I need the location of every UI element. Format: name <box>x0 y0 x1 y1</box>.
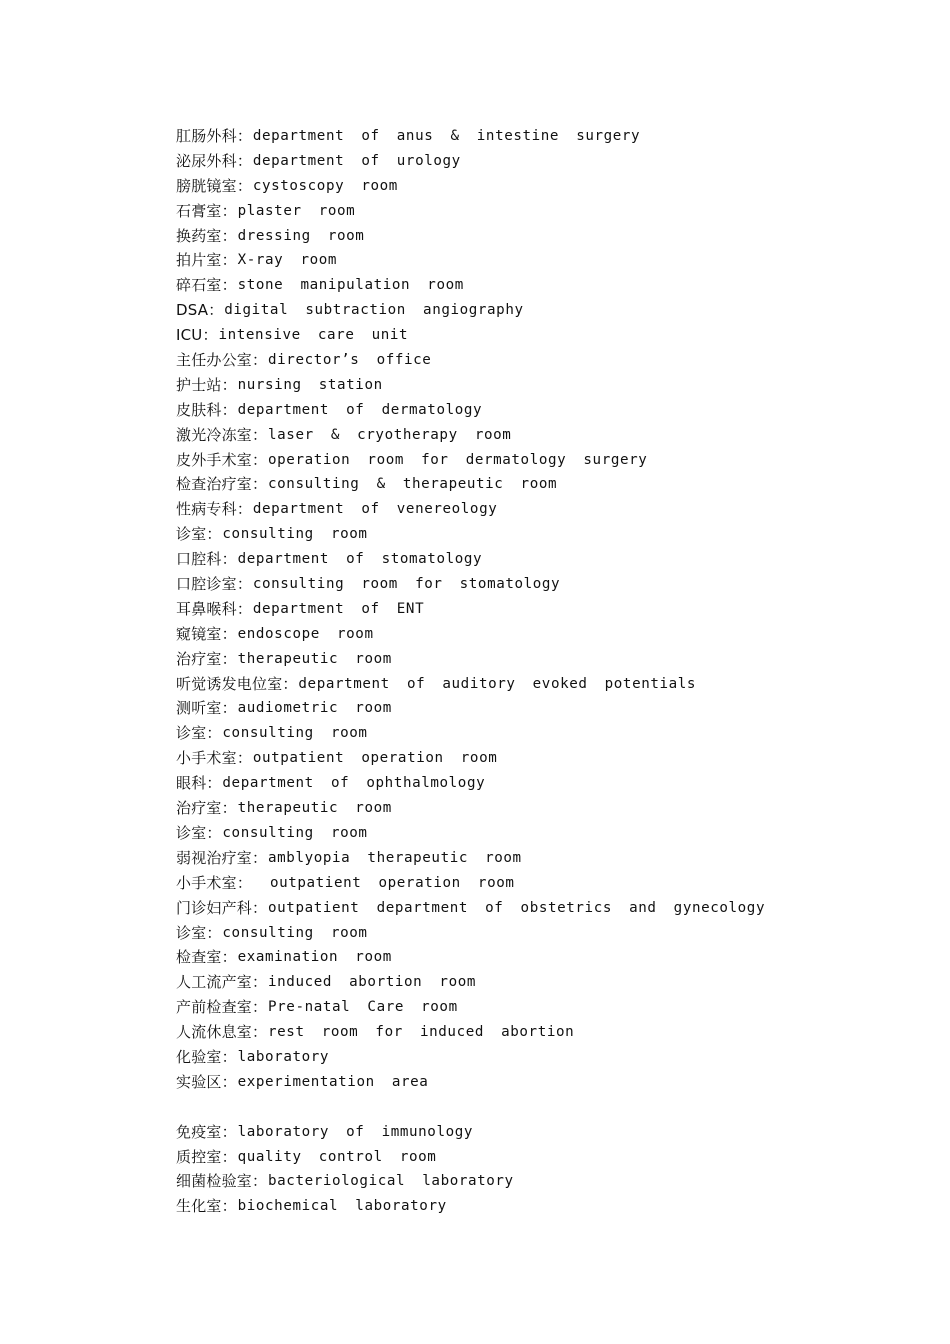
term-separator: ： <box>206 823 222 842</box>
term-english: department of auditory evoked potentials <box>298 675 697 692</box>
term-chinese: 口腔科 <box>176 550 222 569</box>
term-chinese: 检查室 <box>176 948 222 967</box>
glossary-entry <box>176 1194 916 1219</box>
glossary-entry <box>176 174 916 199</box>
term-english: quality control room <box>237 1148 437 1165</box>
term-chinese: 人流休息室 <box>176 1023 253 1042</box>
term-english: consulting room <box>222 526 368 543</box>
term-separator: ： <box>236 176 252 195</box>
term-english: consulting & therapeutic room <box>268 476 558 493</box>
term-chinese: 实验区 <box>176 1072 222 1091</box>
term-english: consulting room for stomatology <box>252 576 561 593</box>
term-english: endoscope room <box>237 625 374 642</box>
term-english: department of urology <box>252 152 461 169</box>
term-english: director’s office <box>268 352 432 369</box>
term-separator: ： <box>206 525 222 544</box>
glossary-entry <box>176 1070 916 1095</box>
term-chinese: 免疫室 <box>176 1122 222 1141</box>
glossary-entry <box>176 1169 916 1194</box>
term-separator: ： <box>236 873 252 892</box>
term-chinese: 皮肤科 <box>176 400 222 419</box>
term-english: amblyopia therapeutic room <box>268 849 522 866</box>
glossary-entry <box>176 423 916 448</box>
term-separator: ： <box>236 599 252 618</box>
term-english: department of stomatology <box>237 551 483 568</box>
glossary-entry <box>176 522 916 547</box>
glossary-entry <box>176 373 916 398</box>
glossary-entry <box>176 970 916 995</box>
term-english: plaster room <box>237 202 356 219</box>
term-chinese: 口腔诊室 <box>176 575 237 594</box>
term-chinese: 生化室 <box>176 1197 222 1216</box>
term-english: audiometric room <box>237 700 392 717</box>
term-english: department of venereology <box>252 501 498 518</box>
term-separator: ： <box>236 151 252 170</box>
term-separator: ： <box>221 226 237 245</box>
term-chinese: 检查治疗室 <box>176 475 253 494</box>
glossary-entry <box>176 672 916 697</box>
glossary-entry <box>176 273 916 298</box>
glossary-entry <box>176 945 916 970</box>
term-separator: ： <box>252 998 268 1017</box>
term-separator: ： <box>252 898 268 917</box>
term-chinese: 产前检查室 <box>176 998 253 1017</box>
term-chinese: 小手术室 <box>176 749 237 768</box>
term-separator: ： <box>221 1147 237 1166</box>
term-english: digital subtraction angiography <box>224 302 524 319</box>
term-chinese: 换药室 <box>176 226 222 245</box>
term-separator: ： <box>236 575 252 594</box>
term-separator: ： <box>236 500 252 519</box>
term-english: department of dermatology <box>237 401 483 418</box>
glossary-entry <box>176 647 916 672</box>
term-english: experimentation area <box>237 1073 429 1090</box>
term-english: rest room for induced abortion <box>268 1024 575 1041</box>
term-english: operation room for dermatology surgery <box>268 451 648 468</box>
term-separator: ： <box>221 948 237 967</box>
term-english: dressing room <box>237 227 365 244</box>
term-chinese: 碎石室 <box>176 276 222 295</box>
term-separator: ： <box>236 749 252 768</box>
term-chinese: 泌尿外科 <box>176 151 237 170</box>
glossary-entry <box>176 497 916 522</box>
term-english: outpatient operation room <box>252 874 515 891</box>
term-separator: ： <box>206 774 222 793</box>
term-separator: ： <box>252 1172 268 1191</box>
term-separator: ： <box>221 1122 237 1141</box>
term-english: outpatient department of obstetrics and gynecology <box>268 899 766 916</box>
term-chinese: 诊室 <box>176 823 207 842</box>
glossary-entry <box>176 547 916 572</box>
term-chinese: 细菌检验室 <box>176 1172 253 1191</box>
term-separator: ： <box>236 127 252 145</box>
term-separator: ： <box>206 724 222 743</box>
term-english: X-ray room <box>237 252 338 269</box>
term-english: intensive care unit <box>218 327 409 344</box>
term-separator: ： <box>221 251 237 270</box>
term-chinese: 诊室 <box>176 923 207 942</box>
term-separator: ： <box>252 475 268 494</box>
term-chinese: 测听室 <box>176 699 222 718</box>
blank-line <box>176 1095 916 1120</box>
term-english: nursing station <box>237 376 383 393</box>
term-chinese: 质控室 <box>176 1147 222 1166</box>
term-english: outpatient operation room <box>252 750 498 767</box>
glossary-entry <box>176 149 916 174</box>
glossary-entry <box>176 448 916 473</box>
term-chinese: 膀胱镜室 <box>176 176 237 195</box>
glossary-entry <box>176 896 916 921</box>
glossary-page <box>176 124 916 1219</box>
glossary-entry <box>176 224 916 249</box>
term-chinese: 窥镜室 <box>176 624 222 643</box>
term-english: department of anus & intestine surgery <box>252 128 641 144</box>
term-chinese: 治疗室 <box>176 799 222 818</box>
glossary-entry <box>176 124 916 149</box>
term-chinese: 门诊妇产科 <box>176 898 253 917</box>
term-separator: ： <box>252 450 268 469</box>
term-chinese: 听觉诱发电位室 <box>176 674 283 693</box>
term-chinese: 肛肠外科 <box>176 127 237 145</box>
glossary-entry <box>176 472 916 497</box>
term-separator: ： <box>208 301 224 320</box>
term-chinese: 诊室 <box>176 525 207 544</box>
term-english: biochemical laboratory <box>237 1198 447 1215</box>
glossary-entry <box>176 1145 916 1170</box>
glossary-entry <box>176 597 916 622</box>
term-chinese: ICU <box>176 326 203 345</box>
glossary-entry <box>176 1020 916 1045</box>
term-separator: ： <box>221 550 237 569</box>
term-english: laboratory of immunology <box>237 1123 474 1140</box>
glossary-entry <box>176 572 916 597</box>
term-separator: ： <box>221 649 237 668</box>
term-separator: ： <box>252 1023 268 1042</box>
term-chinese: 化验室 <box>176 1047 222 1066</box>
term-chinese: 眼科 <box>176 774 207 793</box>
glossary-entry <box>176 1045 916 1070</box>
term-chinese: 性病专科 <box>176 500 237 519</box>
term-english: bacteriological laboratory <box>268 1173 514 1190</box>
term-chinese: 拍片室 <box>176 251 222 270</box>
glossary-entry <box>176 796 916 821</box>
term-separator: ： <box>221 1047 237 1066</box>
glossary-entry <box>176 846 916 871</box>
term-english: stone manipulation room <box>237 277 464 294</box>
term-chinese: 石膏室 <box>176 201 222 220</box>
term-separator: ： <box>252 848 268 867</box>
term-separator: ： <box>221 1072 237 1091</box>
glossary-entry <box>176 721 916 746</box>
term-english: department of ENT <box>252 600 425 617</box>
glossary-entry <box>176 298 916 323</box>
glossary-entry <box>176 921 916 946</box>
term-chinese: 皮外手术室 <box>176 450 253 469</box>
glossary-entry <box>176 696 916 721</box>
glossary-entry <box>176 746 916 771</box>
term-separator: ： <box>221 699 237 718</box>
term-separator: ： <box>221 1197 237 1216</box>
term-english: examination room <box>237 949 392 966</box>
term-separator: ： <box>221 201 237 220</box>
term-english: cystoscopy room <box>252 177 398 194</box>
glossary-entry <box>176 348 916 373</box>
term-separator: ： <box>221 276 237 295</box>
term-chinese: 弱视治疗室 <box>176 848 253 867</box>
term-chinese: 诊室 <box>176 724 207 743</box>
term-separator: ： <box>221 624 237 643</box>
term-english: consulting room <box>222 824 368 841</box>
term-chinese: 人工流产室 <box>176 973 253 992</box>
glossary-entry <box>176 821 916 846</box>
term-chinese: 主任办公室 <box>176 351 253 370</box>
term-separator: ： <box>202 326 218 345</box>
term-english: laboratory <box>237 1048 330 1065</box>
term-english: Pre-natal Care room <box>268 999 458 1016</box>
term-chinese: 小手术室 <box>176 873 237 892</box>
glossary-entry <box>176 1120 916 1145</box>
term-separator: ： <box>252 973 268 992</box>
term-separator: ： <box>282 674 298 693</box>
glossary-entry <box>176 622 916 647</box>
term-separator: ： <box>252 425 268 444</box>
term-separator: ： <box>221 799 237 818</box>
term-english: therapeutic room <box>237 650 392 667</box>
term-english: therapeutic room <box>237 800 392 817</box>
term-separator: ： <box>206 923 222 942</box>
term-chinese: 激光冷冻室 <box>176 425 253 444</box>
term-english: laser & cryotherapy room <box>268 426 512 443</box>
glossary-entry <box>176 323 916 348</box>
term-english: induced abortion room <box>268 974 476 991</box>
term-separator: ： <box>221 375 237 394</box>
glossary-entry <box>176 248 916 273</box>
glossary-entry <box>176 771 916 796</box>
glossary-entry <box>176 398 916 423</box>
term-separator: ： <box>252 351 268 370</box>
term-chinese: 治疗室 <box>176 649 222 668</box>
glossary-entry <box>176 199 916 224</box>
glossary-entry <box>176 995 916 1020</box>
glossary-entry <box>176 871 916 896</box>
term-separator: ： <box>221 400 237 419</box>
term-english: department of ophthalmology <box>222 775 486 792</box>
term-chinese: 护士站 <box>176 375 222 394</box>
term-english: consulting room <box>222 924 368 941</box>
term-english: consulting room <box>222 725 368 742</box>
term-chinese: DSA <box>176 301 209 320</box>
term-chinese: 耳鼻喉科 <box>176 599 237 618</box>
